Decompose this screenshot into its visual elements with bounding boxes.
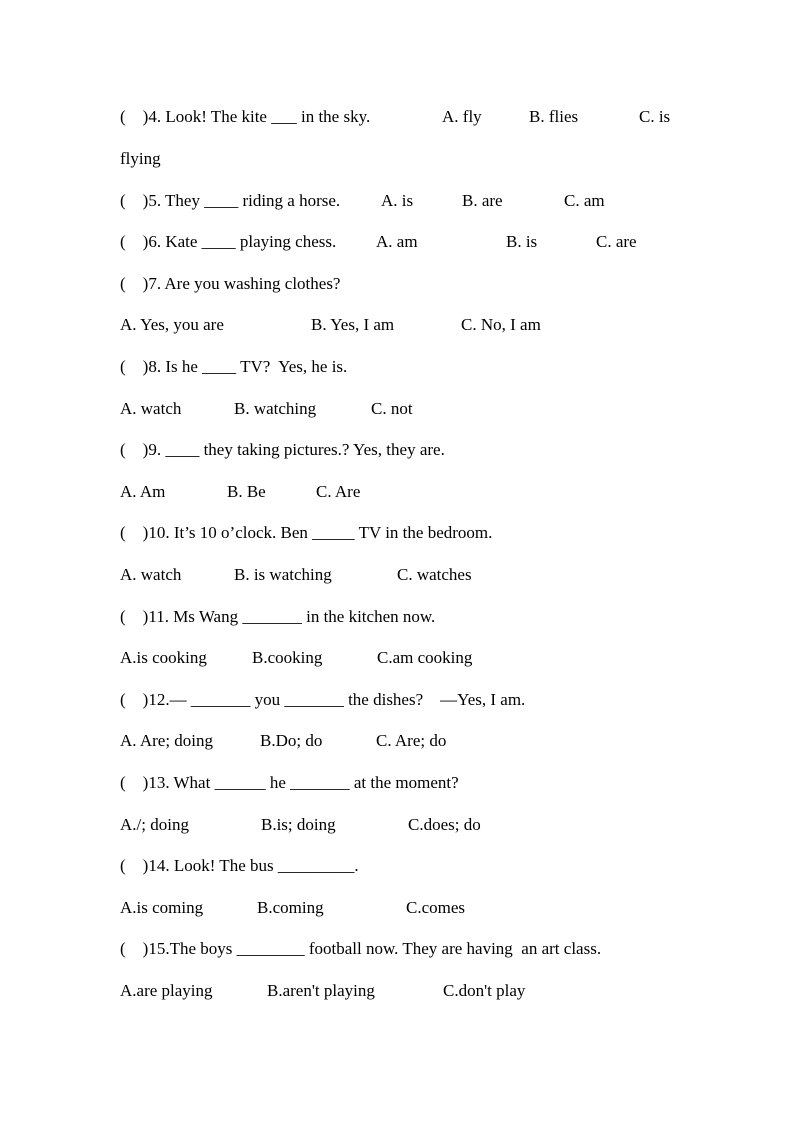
question-12-stem: ( )12.— _______ you _______ the dishes? —Yes, I am. [120,690,526,709]
question-12-option-c: C. Are; do [376,731,447,750]
question-5-option-b: B. are [462,191,503,210]
question-5 [120,189,700,213]
question-13-option-a: A./; doing [120,815,189,834]
question-5-option-a: A. is [381,191,414,210]
question-11 [120,605,700,629]
question-9-options [120,480,700,504]
question-10-option-b: B. is watching [234,565,332,584]
question-9 [120,438,700,462]
question-12 [120,688,700,712]
question-10-stem: ( )10. It’s 10 o’clock. Ben _____ TV in the bedroom. [120,523,493,542]
question-4-option-b: B. flies [529,107,579,126]
question-14-option-c: C.comes [406,898,466,917]
question-4-continuation [120,147,700,171]
question-15-option-a: A.are playing [120,981,213,1000]
question-12-option-a: A. Are; doing [120,731,214,750]
question-11-stem: ( )11. Ms Wang _______ in the kitchen now. [120,607,436,626]
question-14-option-a: A.is coming [120,898,204,917]
question-8-option-b: B. watching [234,399,317,418]
question-14-stem: ( )14. Look! The bus _________. [120,856,359,875]
question-15-options [120,979,700,1003]
question-6-option-a: A. am [376,232,418,251]
question-6-option-c: C. are [596,232,637,251]
question-7 [120,272,700,296]
question-12-option-b: B.Do; do [260,731,323,750]
question-13-option-c: C.does; do [408,815,481,834]
question-11-options [120,646,700,670]
question-8-option-a: A. watch [120,399,182,418]
question-13-options [120,813,700,837]
question-4-option-c-continued: flying [120,149,161,168]
question-14-options [120,896,700,920]
question-9-option-b: B. Be [227,482,266,501]
question-14-option-b: B.coming [257,898,324,917]
question-5-option-c: C. am [564,191,605,210]
question-4-stem: ( )4. Look! The kite ___ in the sky. [120,107,371,126]
question-8 [120,355,700,379]
question-7-option-b: B. Yes, I am [311,315,395,334]
question-8-options [120,397,700,421]
question-4-option-c: C. is [639,107,671,126]
question-7-stem: ( )7. Are you washing clothes? [120,274,341,293]
question-6-stem: ( )6. Kate ____ playing chess. [120,232,337,251]
question-15-option-b: B.aren't playing [267,981,375,1000]
question-13-option-b: B.is; doing [261,815,336,834]
question-9-option-c: C. Are [316,482,361,501]
question-8-stem: ( )8. Is he ____ TV? Yes, he is. [120,357,348,376]
question-11-option-b: B.cooking [252,648,323,667]
question-10-options [120,563,700,587]
question-15 [120,937,700,961]
question-13-stem: ( )13. What ______ he _______ at the moment? [120,773,459,792]
question-10-option-c: C. watches [397,565,472,584]
question-12-options [120,729,700,753]
question-7-option-a: A. Yes, you are [120,315,224,334]
question-6-option-b: B. is [506,232,538,251]
question-6 [120,230,700,254]
question-15-stem: ( )15.The boys ________ football now. They are having an art class. [120,939,602,958]
question-7-option-c: C. No, I am [461,315,541,334]
question-10-option-a: A. watch [120,565,182,584]
question-13 [120,771,700,795]
question-11-option-a: A.is cooking [120,648,207,667]
question-8-option-c: C. not [371,399,413,418]
question-15-option-c: C.don't play [443,981,526,1000]
question-5-stem: ( )5. They ____ riding a horse. [120,191,341,210]
question-9-option-a: A. Am [120,482,166,501]
question-14 [120,854,700,878]
question-7-options [120,313,700,337]
question-9-stem: ( )9. ____ they taking pictures.? Yes, they are. [120,440,445,459]
question-4 [120,105,700,129]
question-10 [120,521,700,545]
question-11-option-c: C.am cooking [377,648,473,667]
question-4-option-a: A. fly [442,107,482,126]
